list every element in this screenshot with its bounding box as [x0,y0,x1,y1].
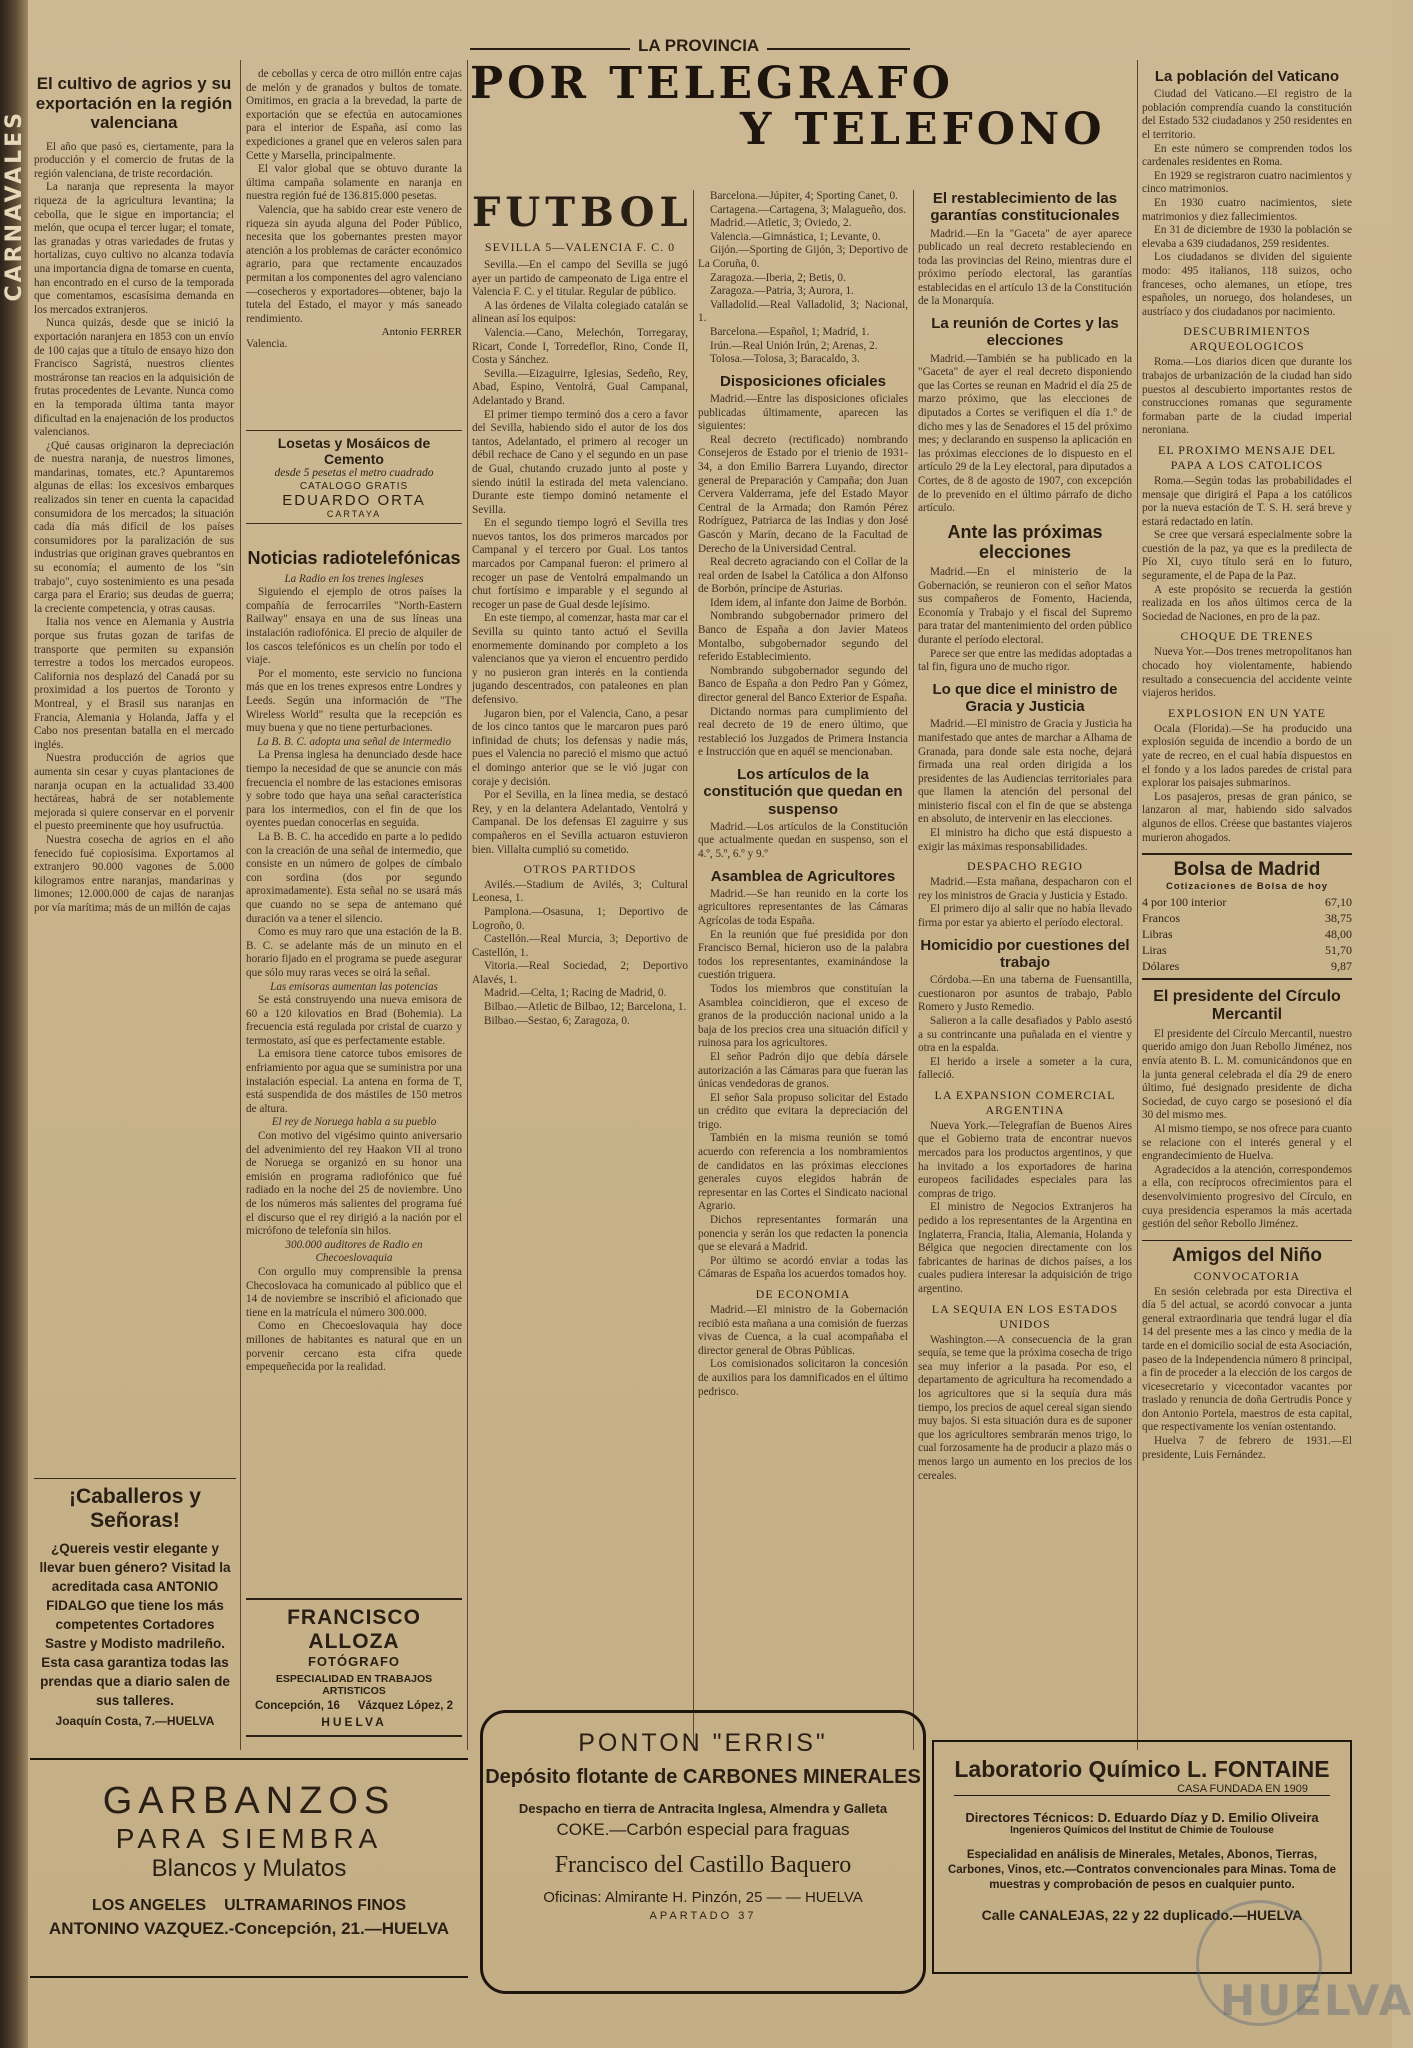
paragraph: Con orgullo muy comprensible la prensa Checoslovaca ha comunicado al público que el 14 de noviembre se inscribió el aficionado que tiene en la matrícula el número 300.000. [246,1265,462,1319]
paragraph: Nueva Yor.—Dos trenes metropolitanos han chocado hoy violentamente, habiendo resultado a consecuencia del accidente veinte viajeros heridos. [1142,646,1352,700]
bolsa-row [1142,894,1352,910]
ad-line: Especialidad en análisis de Minerales, Metales, Abonos, Tierras, Carbones, Vinos, etc.—Contratos convencionales para Minas. Toma de muestras y comprobación de pesos en cualquier punto. [947,1849,1337,1891]
result-line: Irún.—Real Unión Irún, 2; Arenas, 2. [710,339,878,352]
bolsa-value: 51,70 [1325,943,1352,957]
ad-address: Concepción, 16 [254,1700,340,1712]
paragraph: Como es muy raro que una estación de la B. B. C. se adelante más de un minuto en el horario fijado en el programa se puede asegurar que sólo muy raras veces se oirá la señal. [246,926,462,979]
subhead: 300.000 auditores de Radio en Checoeslovaquia [285,1238,423,1265]
ad-line: desde 5 pesetas el metro cuadrado [274,467,434,479]
result-line: Avilés.—Stadium de Avilés, 3; Cultural Leonesa, 1. [472,878,688,905]
paragraph: Todos los miembros que constituían la Asamblea coincidieron, que el exceso de granos de la producción nacional unido a la baja de los precios crea una situación difícil y ruinosa para los agricultores. [698,982,908,1050]
subhead: OTROS PARTIDOS [523,862,637,877]
ad-alloza [246,1598,462,1737]
paragraph: Roma.—Los diarios dicen que durante los trabajos de urbanización de la ciudad han sido puestos al descubierto importantes restos de construcciones romanas que seguramente formaban parte de la ciudad imperial neroniana. [1142,356,1352,437]
ad-headline: ¡Caballeros y Señoras! [69,1485,201,1533]
article-body [698,821,908,862]
ad-headline: Losetas y Mosáicos de Cemento [277,435,431,467]
subhead: Cotizaciones de Bolsa de hoy [1165,881,1329,892]
paragraph: Madrid.—En la "Gaceta" de ayer aparece publicado un real decreto restableciendo en toda las provincias del Reino, mientras dure el próximo período electoral, las garantías establecidas en el artículo 13 de la Constitución de la Monarquía. [918,227,1132,308]
paragraph: La emisora tiene catorce tubos emisores de enfriamiento por agua que se suministra por una instalación especial. La antena en forma de T, está suspendida de dos mástiles de 150 metros de altura. [246,1048,462,1115]
paragraph: Como en Checoeslovaquia hay doce millones de habitantes es natural que en un porvenir cercano esta cifra quede empequeñecida por la realidad. [246,1320,462,1374]
bolsa-row [1142,910,1352,926]
column-rule [693,190,694,1750]
ad-line: ESPECIALIDAD EN TRABAJOS ARTISTICOS [275,1673,433,1697]
subhead: SEVILLA 5—VALENCIA F. C. 0 [484,240,676,254]
paragraph: Ocala (Florida).—Se ha producido una explosión seguida de incendio a bordo de un yate de recreo, en el cual había dispuestos en el fondo y a los lados paredes de cristal para explorar los paisajes submarinos. [1142,722,1352,790]
article-headline: El cultivo de agrios y su exportación en la región valenciana [35,74,233,133]
article-headline: Amigos del Niño [1142,1240,1352,1267]
result-line: Madrid.—Atletic, 3; Oviedo, 2. [710,217,852,230]
column-rule [240,60,241,1750]
article-body [698,888,908,1282]
ad-line: CASA FUNDADA EN 1909 [954,1783,1330,1796]
subhead: CONVOCATORIA [1193,1268,1301,1283]
paragraph: El herido a irsele a someter a la cura, falleció. [918,1055,1132,1082]
big-title-2: Y TELEFONO [740,104,1106,155]
paragraph: Parece ser que entre las medidas adoptadas a tal fin, figura uno de mucho rigor. [918,647,1132,674]
subhead: DESPACHO REGIO [967,859,1083,874]
paragraph: Los pasajeros, presas de gran pánico, se lanzaron al mar, habiendo sido salvados algunos de ellos. Créese que bastantes viajeros murieron ahogados. [1142,790,1352,844]
paragraph: Sevilla.—Eizaguirre, Iglesias, Sedeño, Rey, Abad, Espino, Ventolrá, Gual Campanal, Adelantado y Brand. [472,367,688,407]
result-line: Zaragoza.—Patria, 3; Aurora, 1. [710,285,854,298]
ad-line: COKE.—Carbón especial para fraguas [556,1820,850,1839]
article-headline: Asamblea de Agricultores [710,867,896,885]
article-headline: Noticias radiotelefónicas [247,548,461,568]
paragraph: La Prensa inglesa ha denunciado desde hace tiempo la necesidad de que se anuncie con más frecuencia el nombre de las estaciones emisoras y sobre todo que haya una señal característica para los intermedios, con el fin de que los oyentes puedan conocerlas en seguida. [246,749,462,830]
paragraph: En sesión celebrada por esta Directiva el día 5 del actual, se acordó convocar a junta general extraordinaria que tendrá lugar el día 14 del presente mes a las cinco y media de la tarde en el domicilio social de esta Asociación, paseo de la Independencia número 8 principal, a fin de proceder a la elección de los cargos de vicesecretario y vicecontador vacantes por traslado y renuncia de doña Gertrudis Ponce y don Antonio Portela, maestros de esta capital, que respectivamente los venían ostentando. [1142,1285,1353,1434]
subhead: DESCUBRIMIENTOS ARQUEOLOGICOS [1183,324,1311,354]
paragraph: En el segundo tiempo logró el Sevilla tres nuevos tantos, los dos primeros marcados por Campanal y el tercero por Gual. Los tantos marcados por Campanal fueron: el primero al recoger un pase de Ventolrá empalmando un chut fortísimo e imparable y el segundo al recoger un pase de Gual desde lejísimo. [472,517,688,611]
article-headline: Lo que dice el ministro de Gracia y Justicia [932,680,1118,716]
paragraph: Ciudad del Vaticano.—El registro de la población comprendía cuando la constitución del Estado 532 ciudadanos y 250 residentes en el territorio. [1142,88,1352,142]
subhead: CHOQUE DE TRENES [1180,629,1314,644]
article-body [472,259,688,1028]
article-body [918,566,1132,675]
subhead: El rey de Noruega habla a su pueblo [271,1116,437,1129]
article-body [246,68,462,326]
ad-headline: Laboratorio Químico L. FONTAINE [954,1756,1330,1782]
column-4 [698,190,908,1399]
ad-name: Francisco del Castillo Baquero [554,1852,852,1878]
paragraph: En este número se comprenden todos los cardenales residentes en Roma. [1142,142,1352,169]
column-rule [467,60,468,1750]
article-agrios-cont [246,68,462,352]
ad-line: Depósito flotante de CARBONES MINERALES [485,1766,921,1788]
column-rule [1137,60,1138,1750]
paragraph: ¿Qué causas originaron la depreciación de nuestra naranja, de nuestros limones, mandarinas, tomates, etc.? Apuntaremos algunas de ellas: los excesivos embarques realizados sin tener en cuenta la capacidad consumidora de los mercados; la situación cada día más difícil de los países consumidores por la paralización de sus industrias que originan graves quebrantos en su economía; el aumento de los "sin trabajo", cuyo sostenimiento es una pesada carga para el Erario; sus deudas de guerra; la creciente competencia, y otras causas. [34,439,234,615]
ad-line: PARA SIEMBRA [115,1823,383,1854]
result-line: Zaragoza.—Iberia, 2; Betis, 0. [710,271,846,284]
paragraph: En este tiempo, al comenzar, hasta mar car el Sevilla su quinto tanto actuó el Sevilla enormemente dominando por completo a los valencianos que ya vieron el encuentro perdido y no pusieron gran interés en la contienda jugando descentrados, con pataleones en plan defensivo. [472,612,688,706]
paragraph: Roma.—Según todas las probabilidades el mensaje que dirigirá el Papa a los católicos por la nueva estación de T. S. H. será breve y estará redactado en latín. [1142,474,1352,528]
article-futbol [472,189,693,1028]
paragraph: Jugaron bien, por el Valencia, Cano, a pesar de los cinco tantos que le marcaron pues paró infinidad de chuts; los defensas y nadie más, pues el Valencia no pareció el mismo que actuó el domingo anterior que se le vió jugar con coraje y decisión. [472,707,688,788]
paragraph: Dichos representantes formarán una ponencia y serán los que redacten la ponencia que se elevará a Madrid. [698,1214,908,1254]
ad-addresses [246,1700,462,1712]
result-line: Madrid.—Celta, 1; Racing de Madrid, 0. [484,987,667,1000]
bolsa-row [1142,926,1352,942]
subhead: LA EXPANSION COMERCIAL ARGENTINA [934,1087,1116,1117]
article-headline: La reunión de Cortes y las elecciones [931,315,1119,350]
paragraph: Dictando normas para cumplimiento del real decreto de 19 de enero último, que restableció los Juzgados de Primera Instancia e Instrucción que en aquél se mencionaban. [698,705,908,759]
spine-text: CARNAVALES [2,110,27,302]
ad-losetas [246,430,462,524]
result-line: Gijón.—Sporting de Gijón, 3; Deportivo de La Coruña, 0. [698,244,908,270]
paragraph: El ministro de Negocios Extranjeros ha pedido a los representantes de la Argentina en Inglaterra, Francia, Italia, Alemania, Holanda y Bélgica que negocien directamente con los fabricantes de harinas de dichos países, a los cuales pudiera interesar la adquisición de trigo argentino. [918,1201,1132,1295]
article-body [1142,88,1352,319]
article-body [246,573,462,1375]
masthead: LA PROVINCIA [630,36,767,56]
paragraph: Por último se acordó enviar a todas las Cámaras de España los acuerdos tomados hoy. [698,1254,908,1281]
paragraph: Nombrando subgobernador segundo del Banco de España a don Pedro Pan y Gómez, director general del Banco Exterior de España. [698,664,908,705]
paragraph: Madrid.—Los artículos de la Constitución que actualmente quedan en suspenso, son el 4.º, 5.º, 6.º y 9.º [698,820,908,860]
paragraph: A las órdenes de Vilalta colegiado catalán se alinean así los equipos: [472,299,688,326]
paragraph: El valor global que se obtuvo durante la última campaña solamente en naranja en nuestra región fué de 136.815.000 pesetas. [246,163,462,203]
paragraph: Madrid.—Esta mañana, despacharon con el rey los ministros de Gracia y Justicia y Estado. [918,876,1132,902]
article-body [918,1334,1132,1484]
article-body [918,228,1132,310]
paragraph: El señor Padrón dijo que debía dársele autorización a las Cámaras para que fueran las únicas vendedoras de granos. [698,1050,908,1091]
byline: Antonio FERRER [381,326,462,339]
article-headline: FUTBOL [472,189,693,236]
bolsa-value: 48,00 [1325,927,1352,941]
ad-line: Blancos y Mulatos [151,1855,347,1882]
ad-line: CATALOGO GRATIS [299,481,409,492]
paragraph: Real decreto (rectificado) nombrando Consejeros de Estado por el trienio de 1931-34, a don Emilio Barrera Luyando, director general de Preparación y Campaña; don Juan Cervera Valderrama, jefe del Estado Mayor Central de la Armada; don Ramón Pérez Rodríguez, Patriarca de las Indias y don José Gascón y Marín, decano de la Facultad de Derecho de la Universidad Central. [698,433,908,555]
paragraph: Italia nos vence en Alemania y Austria porque sus frutas gozan de tarifas de transporte que permiten su expansión terrestre a todos los mercados europeos. California nos desplazó del Canadá por su proximidad a los puertos de Toronto y Montreal, y el Brasil sus naranjas en Francia, Alemania y Holanda, Jaffa y el Cabo nos presentan batalla en el mercado inglés. [34,616,234,751]
article-body [1142,723,1352,845]
article-body [918,353,1132,516]
article-body [1142,475,1352,625]
ad-address: APARTADO 37 [649,1910,757,1922]
ad-ponton [480,1710,926,1994]
ad-address: ANTONINO VAZQUEZ.-Concepción, 21.—HUELVA [48,1919,450,1938]
paragraph: La naranja que representa la mayor riqueza de la agricultura levantina; la cebolla, que le sigue en importancia; el melón, que ocupa el tercer lugar; el tomate, las granadas y otras variedades de frutas y hortalizas, cuyo cultivo no alcanza todavía una importancia digna de tomarse en cuenta, han encontrado en el curso de la temporada que comentamos, escasísima demanda en los mercados extranjeros. [34,181,234,316]
paragraph: Washington.—A consecuencia de la gran sequía, se teme que la próxima cosecha de trigo sea muy inferior a la pasada. Por eso, el departamento de agricultura ha recomendado a los agricultores que si la sequía dura más tiempo, los precios de aquel cereal sigan siendo muy bajos. Si esta situación dura es de suponer que los agricultores sembrarán menos trigo, lo cual forzosamente ha de producir a plazo más o menos largo un aumento en los precios de los cereales. [918,1333,1132,1482]
paragraph: Salieron a la calle desafiados y Pablo asestó a su contrincante una puñalada en el vientre y otra en la espalda. [918,1014,1132,1055]
article-body [918,876,1132,930]
binding-spine [0,0,28,2048]
article-headline: Disposiciones oficiales [720,372,886,390]
paragraph: Nuestra cosecha de agrios en el año fenecido fué copiosísima. Exportamos al extranjero 90.000 vagones de 5.000 kilogramos entre naranjas, mandarinas y limones; 12.000.000 de cajas de naranjas por vía marítima; más de un millón de cajas [34,833,234,914]
article-headline: El presidente del Círculo Mercantil [1153,988,1341,1024]
column-5 [918,190,1132,1483]
result-line: Valencia.—Gimnástica, 1; Levante, 0. [710,230,881,243]
paragraph: Los comisionados solicitaron la concesión de auxilios para los damnificados en el último pedrisco. [698,1358,908,1398]
paragraph: Valencia.—Cano, Melechón, Torregaray, Ricart, Conde I, Torredeflor, Rino, Conde II, Costa y Sánchez. [472,326,688,367]
article-radio [246,548,462,1375]
article-headline: Ante las próximas elecciones [947,521,1103,563]
paragraph: Por el momento, este servicio no funciona más que en los trenes expresos entre Londres y Leeds. Según una información de "The Wireless World" resulta que la recepción es muy buena y que no tiene perturbaciones. [246,667,462,735]
paragraph: Madrid.—En el ministerio de la Gobernación, se reunieron con el señor Matos sus compañeros de Fomento, Hacienda, Economía y Trabajo y el fiscal del Supremo para tratar del mantenimiento del orden público durante el período electoral. [918,566,1132,647]
paragraph: La B. B. C. ha accedido en parte a lo pedido con la creación de una señal de intermedio, que consiste en un número de golpes de címbalo con sordina (dos por segundo aproximadamente). Esta señal no se usará más que cuando no se sepa de antemano qué duración va a tener el silencio. [246,830,462,925]
article-body [918,718,1132,854]
ad-headline: PONTON "ERRIS" [578,1729,828,1757]
paragraph: Nombrando subgobernador primero del Banco de España a don Javier Mateos Montalbo, subgobernador segundo del referido Establecimiento. [698,610,908,664]
bolsa-label: Liras [1142,943,1167,957]
article-body [34,141,234,916]
big-title-1: POR TELEGRAFO [470,58,954,109]
bolsa-label: Francos [1142,911,1180,925]
bolsa-box [1142,853,1352,980]
dateline: Valencia. [246,338,288,351]
ad-line: ULTRAMARINOS FINOS [224,1897,406,1914]
bolsa-label: Dólares [1142,959,1180,973]
results-list [698,190,908,367]
paragraph: Real decreto agraciando con el Collar de la real orden de Isabel la Católica a don Alfonso de Borbón, príncipe de Asturias. [698,556,908,596]
paragraph: Madrid.—Se han reunido en la corte los agricultores representantes de las Cámaras Agrícolas de toda España. [698,887,908,927]
paragraph: A este propósito se recuerda la gestión realizada en los años últimos cerca de la Sociedad de Naciones, en pro de la paz. [1142,583,1352,623]
subhead: EL PROXIMO MENSAJE DEL PAPA A LOS CATOLICOS [1158,442,1336,472]
result-line: Bilbao.—Sestao, 6; Zaragoza, 0. [484,1014,630,1027]
subhead: La Radio en los trenes ingleses [284,572,424,585]
paragraph: Siguiendo el ejemplo de otros países la compañía de ferrocarriles "North-Eastern Railway" ensaya en una de sus líneas una instalación radiofónica. El precio de alquiler de los cascos telefónicos es un chelín por todo el viaje. [246,586,462,667]
ad-address: CARTAYA [326,509,382,519]
column-rule [913,190,914,1750]
result-line: Cartagena.—Cartagena, 3; Malagueño, dos. [710,203,907,216]
ad-line: LOS ANGELES [91,1897,207,1914]
subhead: EXPLOSION EN UN YATE [1168,705,1326,720]
paragraph: Nueva York.—Telegrafían de Buenos Aires que el Gobierno trata de encontrar nuevos mercados para los productos argentinos, y que ha invitado a los exportadores de harina europeos facilidades especiales para las compras de trigo. [918,1119,1132,1200]
paragraph: En 1930 cuatro nacimientos, siete matrimonios y diez fallecimientos. [1142,197,1352,223]
paragraph: El señor Sala propuso solicitar del Estado un crédito que evitara la depreciación del trigo. [698,1091,908,1131]
paragraph: Se está construyendo una nueva emisora de 60 a 120 kilovatios en Brad (Bohemia). La frecuencia está regulada por cristal de cuarzo y termostato, así que es perfectamente estable. [246,994,462,1047]
subhead: DE ECONOMIA [755,1287,851,1301]
article-headline: La población del Vaticano [1154,68,1340,85]
article-body [918,1120,1132,1297]
bolsa-value: 38,75 [1325,911,1352,925]
ad-line: FOTÓGRAFO [307,1654,401,1669]
paragraph: El primero dijo al salir que no había llevado firma por estar ya abierto el período electoral. [918,903,1132,930]
paragraph: Huelva 7 de febrero de 1931.—El presidente, Luis Fernández. [1142,1435,1352,1461]
result-line: Tolosa.—Tolosa, 3; Baracaldo, 3. [710,353,860,366]
article-agrios [34,74,234,915]
result-line: Vitoria.—Real Sociedad, 2; Deportivo Alavés, 1. [472,960,688,986]
subhead: Las emisoras aumentan las potencias [270,980,438,993]
paragraph: En 1929 se registraron cuatro nacimientos y cinco matrimonios. [1142,169,1352,196]
article-body [918,974,1132,1083]
paragraph: Madrid.—El ministro de Gracia y Justicia ha manifestado que antes de marchar a Alhama de Granada, para donde sale esta noche, dejará firmada una real orden dirigida a los presidentes de las Audiencias territoriales para que llamen la atención del personal del ministerio fiscal con el fin de que se abstenga en absoluto, de intervenir en las elecciones. [918,718,1132,826]
paragraph: El primer tiempo terminó dos a cero a favor del Sevilla, habiendo sido el autor de los dos tantos, Adelantado, el primero al recoger un débil rechace de Cano y el segundo en un pase de Gual, chutando cruzado junto al poste y siendo inútil la estirada del meta valenciano. Durante este tiempo dominó netamente el Sevilla. [472,408,688,516]
ad-line: Directores Técnicos: D. Eduardo Díaz y D. Emilio Oliveira [965,1810,1319,1825]
paragraph: El año que pasó es, ciertamente, para la producción y el comercio de frutas de la región valenciana, de triste recordación. [34,140,234,180]
ad-address: Calle CANALEJAS, 22 y 22 duplicado.—HUELVA [981,1907,1303,1923]
ad-address: Oficinas: Almirante H. Pinzón, 25 — — HUELVA [543,1889,863,1906]
paragraph: Se cree que versará especialmente sobre la cuestión de la paz, ya que es la predilecta de Pío XI, cuyo título será en lo futuro, seguramente, el de Papa de la Paz. [1142,529,1352,583]
result-line: Barcelona.—Español, 1; Madrid, 1. [710,325,870,338]
bolsa-label: 4 por 100 interior [1142,895,1227,909]
result-line: Barcelona.—Júpiter, 4; Sporting Canet, 0. [710,190,898,202]
ad-row [30,1897,468,1915]
article-body [1142,356,1352,438]
paragraph: El ministro ha dicho que está dispuesto a exigir las máximas responsabilidades. [918,827,1132,853]
paragraph: También en la misma reunión se tomó acuerdo con referencia a los nombramientos de candidatos en las próximas elecciones generales cuyos elegidos habrán de representar en las Cortes el Sindicato nacional Agrario. [698,1132,908,1213]
article-body [1142,1028,1352,1232]
article-body [1142,646,1352,700]
bolsa-value: 67,10 [1325,895,1352,909]
paragraph: En la reunión que fué presidida por don Francisco Bernal, hicieron uso de la palabra todos los representantes, examinándose la cuestión triguera. [698,928,908,982]
paragraph: Al mismo tiempo, se nos ofrece para cuanto se relacione con el interés general y el engrandecimiento de Huelva. [1142,1122,1352,1163]
paragraph: de cebollas y cerca de otro millón entre cajas de melón y de granados y bultos de tomate. Omitimos, en gracia a la brevedad, la parte de exportación que se efectúa en autocamiones para el interior de España, así como las expediciones a granel que en veleros salen para Cette y Marsella, principalmente. [246,68,462,162]
result-line: Pamplona.—Osasuna, 1; Deportivo de Logroño, 0. [472,905,688,932]
paragraph: Nunca quizás, desde que se inició la exportación naranjera en 1853 con un envío de 100 cajas que a título de ensayo hizo don Francisco Sagristá, nuestros clientes mostráronse tan reacios en la adquisición de frutas procedentes de Levante. Nunca como en la temporada última tanta mayor dificultad en la enajenación de los productos valencianos. [34,317,234,439]
article-body [698,1304,908,1399]
paragraph: Córdoba.—En una taberna de Fuensantilla, cuestionaron por asuntos de trabajo, Pablo Romero y Justo Remedio. [918,974,1132,1014]
result-line: Castellón.—Real Murcia, 3; Deportivo de Castellón, 1. [472,933,688,959]
bolsa-label: Libras [1142,927,1173,941]
bolsa-value: 9,87 [1331,959,1352,973]
article-headline: Homicidio por cuestiones del trabajo [920,936,1130,971]
paragraph: Idem idem, al infante don Jaime de Borbón. [710,596,907,609]
paragraph: Por el Sevilla, en la línea media, se destacó Rey, y en la delantera Adelantado, Ventolrá y Campanal. De los defensas El zaguirre y sus compañeros en el Sevilla actuaron estuvieron bien. Villalta cumplió su cometido. [472,789,688,856]
watermark: HUELVA [1220,1976,1413,2025]
article-headline: El restablecimiento de las garantías constitucionales [930,190,1120,225]
ad-address: Joaquín Costa, 7.—HUELVA [55,1714,215,1729]
paragraph: Madrid.—También se ha publicado en la "Gaceta" de ayer el real decreto disponiendo que las Cortes se reunan en Madrid el día 25 de marzo próximo, que las elecciones de diputados a Cortes se verifiquen el día 1.º de dicho mes y las de Senadores el 15 del próximo mes; y declarando en suspenso la aplicación en las próximas elecciones de lo dispuesto en el artículo 29 de la Ley electoral, para diputados a Cortes, de 8 de agosto de 1907, con excepción de lo prevenido en el último párrafo de dicho artículo. [918,352,1132,515]
paragraph: Con motivo del vigésimo quinto aniversario del advenimiento del rey Haakon VII al trono de Noruega se organizó en su honor una emisión en programa radiofónico que fué radiado en la noche del 25 de noviembre. Uno de los números más salientes del programa fué el discurso que el rey dirigió a la nación por el micrófono de telefonía sin hilos. [246,1130,462,1238]
result-line: Valladolid.—Real Valladolid, 3; Nacional, 1. [698,298,908,325]
ad-headline: GARBANZOS [102,1780,396,1822]
paragraph: En 31 de diciembre de 1930 la población se elevaba a 639 ciudadanos, 259 residentes. [1142,224,1352,250]
ad-name: FRANCISCO ALLOZA [287,1606,421,1653]
paragraph: Agradecidos a la atención, correspondemos a ella, con recíprocos ofrecimientos para el desenvolvimiento progresivo del Círculo, en cuya presidencia esperamos la más acertada gestión del señor Rebollo Jiménez. [1142,1163,1352,1231]
ad-fidalgo [34,1478,236,1728]
paragraph: Sevilla.—En el campo del Sevilla se jugó ayer un partido de campeonato de Liga entre el Valencia F. C. y el titular. Regular de público. [472,259,688,299]
paragraph: El presidente del Círculo Mercantil, nuestro querido amigo don Juan Rebollo Jiménez, nos envía atento B. L. M. comunicándonos que en la junta general celebrada el día 29 de enero último, fué designado presidente de dicha Sociedad, de cuyo cargo se posesionó el día 30 del mismo mes. [1142,1027,1352,1122]
paragraph: Los ciudadanos se dividen del siguiente modo: 495 italianos, 118 suizos, ocho franceses, ocho alemanes, un etíope, tres españoles, un noruego, dos holandeses, un austríaco y dos ciudadanos por nacimiento. [1142,251,1352,318]
ad-line: Ingenieros Químicos del Institut de Chimie de Toulouse [1010,1825,1274,1836]
subhead: La B. B. C. adopta una señal de intermedio [256,735,452,748]
result-line: Bilbao.—Atletic de Bilbao, 12; Barcelona, 1. [484,1001,687,1014]
article-body [698,393,908,760]
ad-address: Vázquez López, 2 [357,1700,454,1712]
ad-garbanzos [30,1758,468,1978]
ad-address: HUELVA [321,1715,387,1729]
article-headline: Los artículos de la constitución que quedan en suspenso [703,766,903,818]
article-body [1142,1286,1352,1463]
bolsa-row [1142,958,1352,974]
bolsa-row [1142,942,1352,958]
paragraph: Madrid.—El ministro de la Gobernación recibió esta mañana a una comisión de fuerzas vivas de Cuenca, a la cual acompañaba el director general de Obras Públicas. [698,1304,908,1357]
article-headline: Bolsa de Madrid [1173,859,1321,881]
paragraph: Nuestra producción de agrios que aumenta sin cesar y cuyas plantaciones de naranja ocupan en la actualidad 33.400 hectáreas, habrá de ser notablemente mejorada si quiere conservar en el porvenir el puesto preeminente que hoy usufructúa. [34,752,234,833]
subhead: LA SEQUIA EN LOS ESTADOS UNIDOS [931,1301,1119,1331]
ad-line: Despacho en tierra de Antracita Inglesa, Almendra y Galleta [518,1801,888,1816]
column-6 [1142,68,1352,1462]
paragraph: Madrid.—Entre las disposiciones oficiales publicadas últimamente, aparecen las siguientes: [698,392,908,433]
ad-body: ¿Quereis vestir elegante y llevar buen género? Visitad la acreditada casa ANTONIO FIDALGO que tiene los más competentes Cortadores Sastre y Modisto madrileño. Esta casa garantiza todas las prendas que a diario salen de sus talleres. [39,1541,231,1709]
ad-name: EDUARDO ORTA [282,492,426,509]
paragraph: Valencia, que ha sabido crear este venero de riqueza sin ayuda alguna del Poder Público, necesita que los gobernantes presten mayor atención a los problemas de carácter económico agrario, para que rectamente encauzados permitan a los componentes del agro valenciano—cosecheros y exportadores—obtener, bajo la tutela del Estado, el mayor y más saneado rendimiento. [246,203,462,325]
